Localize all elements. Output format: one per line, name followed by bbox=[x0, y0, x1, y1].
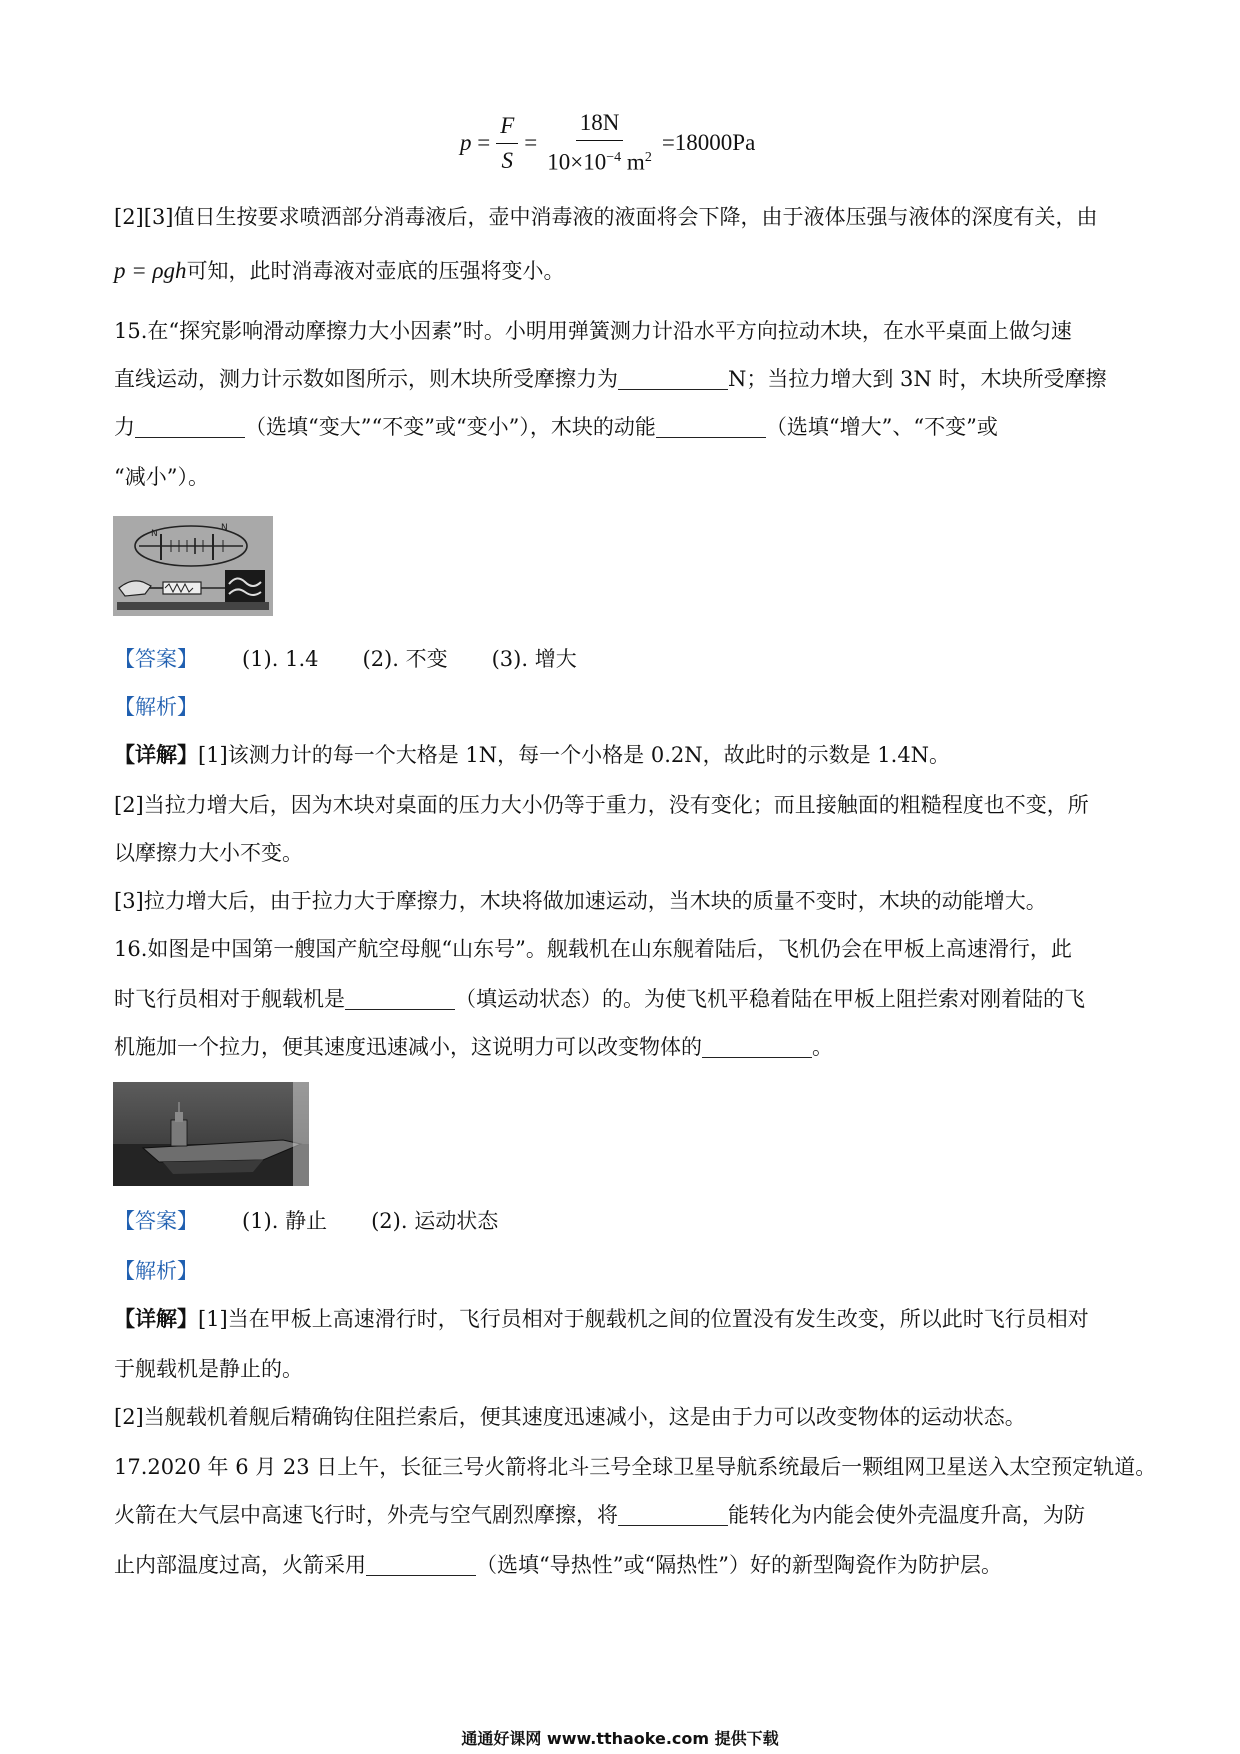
fraction-values bbox=[543, 108, 656, 178]
den-base: 10×10 bbox=[547, 149, 607, 175]
q17-line-2 bbox=[114, 1500, 1130, 1530]
detail-text: [1]当在甲板上高速滑行时，飞行员相对于舰载机之间的位置没有发生改变，所以此时飞行员相对 bbox=[198, 1307, 1089, 1331]
q15-text: 直线运动，测力计示数如图所示，则木块所受摩擦力为 bbox=[114, 367, 618, 391]
q15-detail-2a: [2]当拉力增大后，因为木块对桌面的压力大小仍等于重力，没有变化；而且接触面的粗糙程度也不变，所 bbox=[114, 793, 1089, 817]
q15-line-3 bbox=[114, 412, 1130, 442]
q17-text: 止内部温度过高，火箭采用 bbox=[114, 1553, 366, 1577]
fraction-numerator: F bbox=[496, 111, 518, 144]
q16-detail-1b: 于舰载机是静止的。 bbox=[114, 1357, 303, 1381]
fraction-f-over-s bbox=[496, 111, 518, 176]
answer-blank bbox=[656, 415, 766, 438]
formula-result: =18000Pa bbox=[661, 130, 756, 155]
answer-2: (2). 运动状态 bbox=[371, 1209, 499, 1233]
q16-detail-1a bbox=[114, 1304, 1130, 1334]
q14-line-2 bbox=[114, 256, 1130, 286]
spring-scale-figure bbox=[113, 516, 273, 616]
q15-line-4: “减小”）。 bbox=[114, 465, 209, 489]
q16-analysis-tag: 【解析】 bbox=[114, 1259, 198, 1283]
den-unit-exponent: 2 bbox=[644, 150, 652, 166]
q15-text: 力 bbox=[114, 415, 135, 439]
answer-2: (2). 不变 bbox=[362, 647, 448, 671]
answer-blank bbox=[618, 367, 728, 390]
answer-tag: 【答案】 bbox=[114, 647, 198, 671]
q16-line-2 bbox=[114, 984, 1130, 1014]
page-footer: 通通好课网 www.tthaoke.com 提供下载 bbox=[461, 1729, 779, 1748]
fraction-denominator: S bbox=[501, 147, 514, 173]
scale-label-n-right: N bbox=[221, 523, 228, 533]
q16-text: 。 bbox=[812, 1035, 833, 1059]
spring-scale-illustration bbox=[113, 516, 273, 616]
q14-line-1: [2][3]值日生按要求喷洒部分消毒液后，壶中消毒液的液面将会下降，由于液体压强与液体的深度有关，由 bbox=[114, 205, 1098, 229]
answer-3: (3). 增大 bbox=[491, 647, 577, 671]
aircraft-carrier-illustration bbox=[113, 1082, 309, 1186]
q15-text: N；当拉力增大到 3N 时，木块所受摩擦 bbox=[728, 367, 1107, 391]
q16-text: （填运动状态）的。为使飞机平稳着陆在甲板上阻拦索对刚着陆的飞 bbox=[455, 987, 1085, 1011]
q15-analysis-tag: 【解析】 bbox=[114, 695, 198, 719]
detail-tag: 【详解】 bbox=[114, 742, 198, 767]
q17-text: （选填“导热性”或“隔热性”）好的新型陶瓷作为防护层。 bbox=[476, 1553, 1002, 1577]
q16-line-3 bbox=[114, 1032, 1130, 1062]
scale-label-n-left: N bbox=[151, 529, 158, 539]
equals-sign: = bbox=[471, 130, 491, 155]
q17-line-3 bbox=[114, 1550, 1130, 1580]
q16-text: 机施加一个拉力，便其速度迅速减小，这说明力可以改变物体的 bbox=[114, 1035, 702, 1059]
den-exponent: −4 bbox=[606, 150, 622, 166]
q16-detail-2: [2]当舰载机着舰后精确钩住阻拦索后，便其速度迅速减小，这是由于力可以改变物体的运动状态。 bbox=[114, 1405, 1026, 1429]
answer-tag: 【答案】 bbox=[114, 1209, 198, 1233]
answer-blank bbox=[618, 1503, 728, 1526]
answer-blank bbox=[345, 987, 455, 1010]
detail-text: [1]该测力计的每一个大格是 1N，每一个小格是 0.2N，故此时的示数是 1.4N。 bbox=[198, 743, 951, 767]
q17-text: 火箭在大气层中高速飞行时，外壳与空气剧烈摩擦，将 bbox=[114, 1503, 618, 1527]
q15-line-2 bbox=[114, 364, 1130, 394]
fraction-denominator bbox=[543, 141, 656, 178]
q16-answer-line bbox=[114, 1206, 1130, 1236]
q17-line-1: 17.2020 年 6 月 23 日上午，长征三号火箭将北斗三号全球卫星导航系统最后一颗组网卫星送入太空预定轨道。 bbox=[114, 1455, 1157, 1479]
den-unit: m bbox=[626, 149, 645, 175]
q15-text: （选填“增大”、“不变”或 bbox=[765, 415, 998, 439]
q15-text: （选填“变大”“不变”或“变小”），木块的动能 bbox=[245, 415, 656, 439]
aircraft-carrier-photo bbox=[113, 1082, 309, 1186]
q16-text: 时飞行员相对于舰载机是 bbox=[114, 987, 345, 1011]
q16-line-1: 16.如图是中国第一艘国产航空母舰“山东号”。舰载机在山东舰着陆后，飞机仍会在甲板上高速滑行，此 bbox=[114, 937, 1072, 961]
q15-detail-3: [3]拉力增大后，由于拉力大于摩擦力，木块将做加速运动，当木块的质量不变时，木块的动能增大。 bbox=[114, 889, 1047, 913]
q14-formula: p = ρgh bbox=[114, 258, 187, 283]
detail-tag: 【详解】 bbox=[114, 1306, 198, 1331]
answer-1: (1). 1.4 bbox=[242, 647, 319, 671]
formula-lhs: p bbox=[460, 130, 472, 155]
q15-detail-2b: 以摩擦力大小不变。 bbox=[114, 841, 303, 865]
pressure-formula bbox=[460, 108, 755, 178]
q14-text: 可知，此时消毒液对壶底的压强将变小。 bbox=[186, 259, 565, 283]
answer-blank bbox=[702, 1035, 812, 1058]
q15-detail-1 bbox=[114, 740, 1130, 770]
answer-1: (1). 静止 bbox=[242, 1209, 328, 1233]
equals-sign: = bbox=[524, 130, 538, 155]
fraction-numerator: 18N bbox=[576, 108, 624, 141]
answer-blank bbox=[135, 415, 245, 438]
answer-blank bbox=[366, 1553, 476, 1576]
q15-line-1: 15.在“探究影响滑动摩擦力大小因素”时。小明用弹簧测力计沿水平方向拉动木块，在水平桌面上做匀速 bbox=[114, 319, 1072, 343]
q15-answer-line bbox=[114, 644, 1130, 674]
q17-text: 能转化为内能会使外壳温度升高，为防 bbox=[728, 1503, 1085, 1527]
